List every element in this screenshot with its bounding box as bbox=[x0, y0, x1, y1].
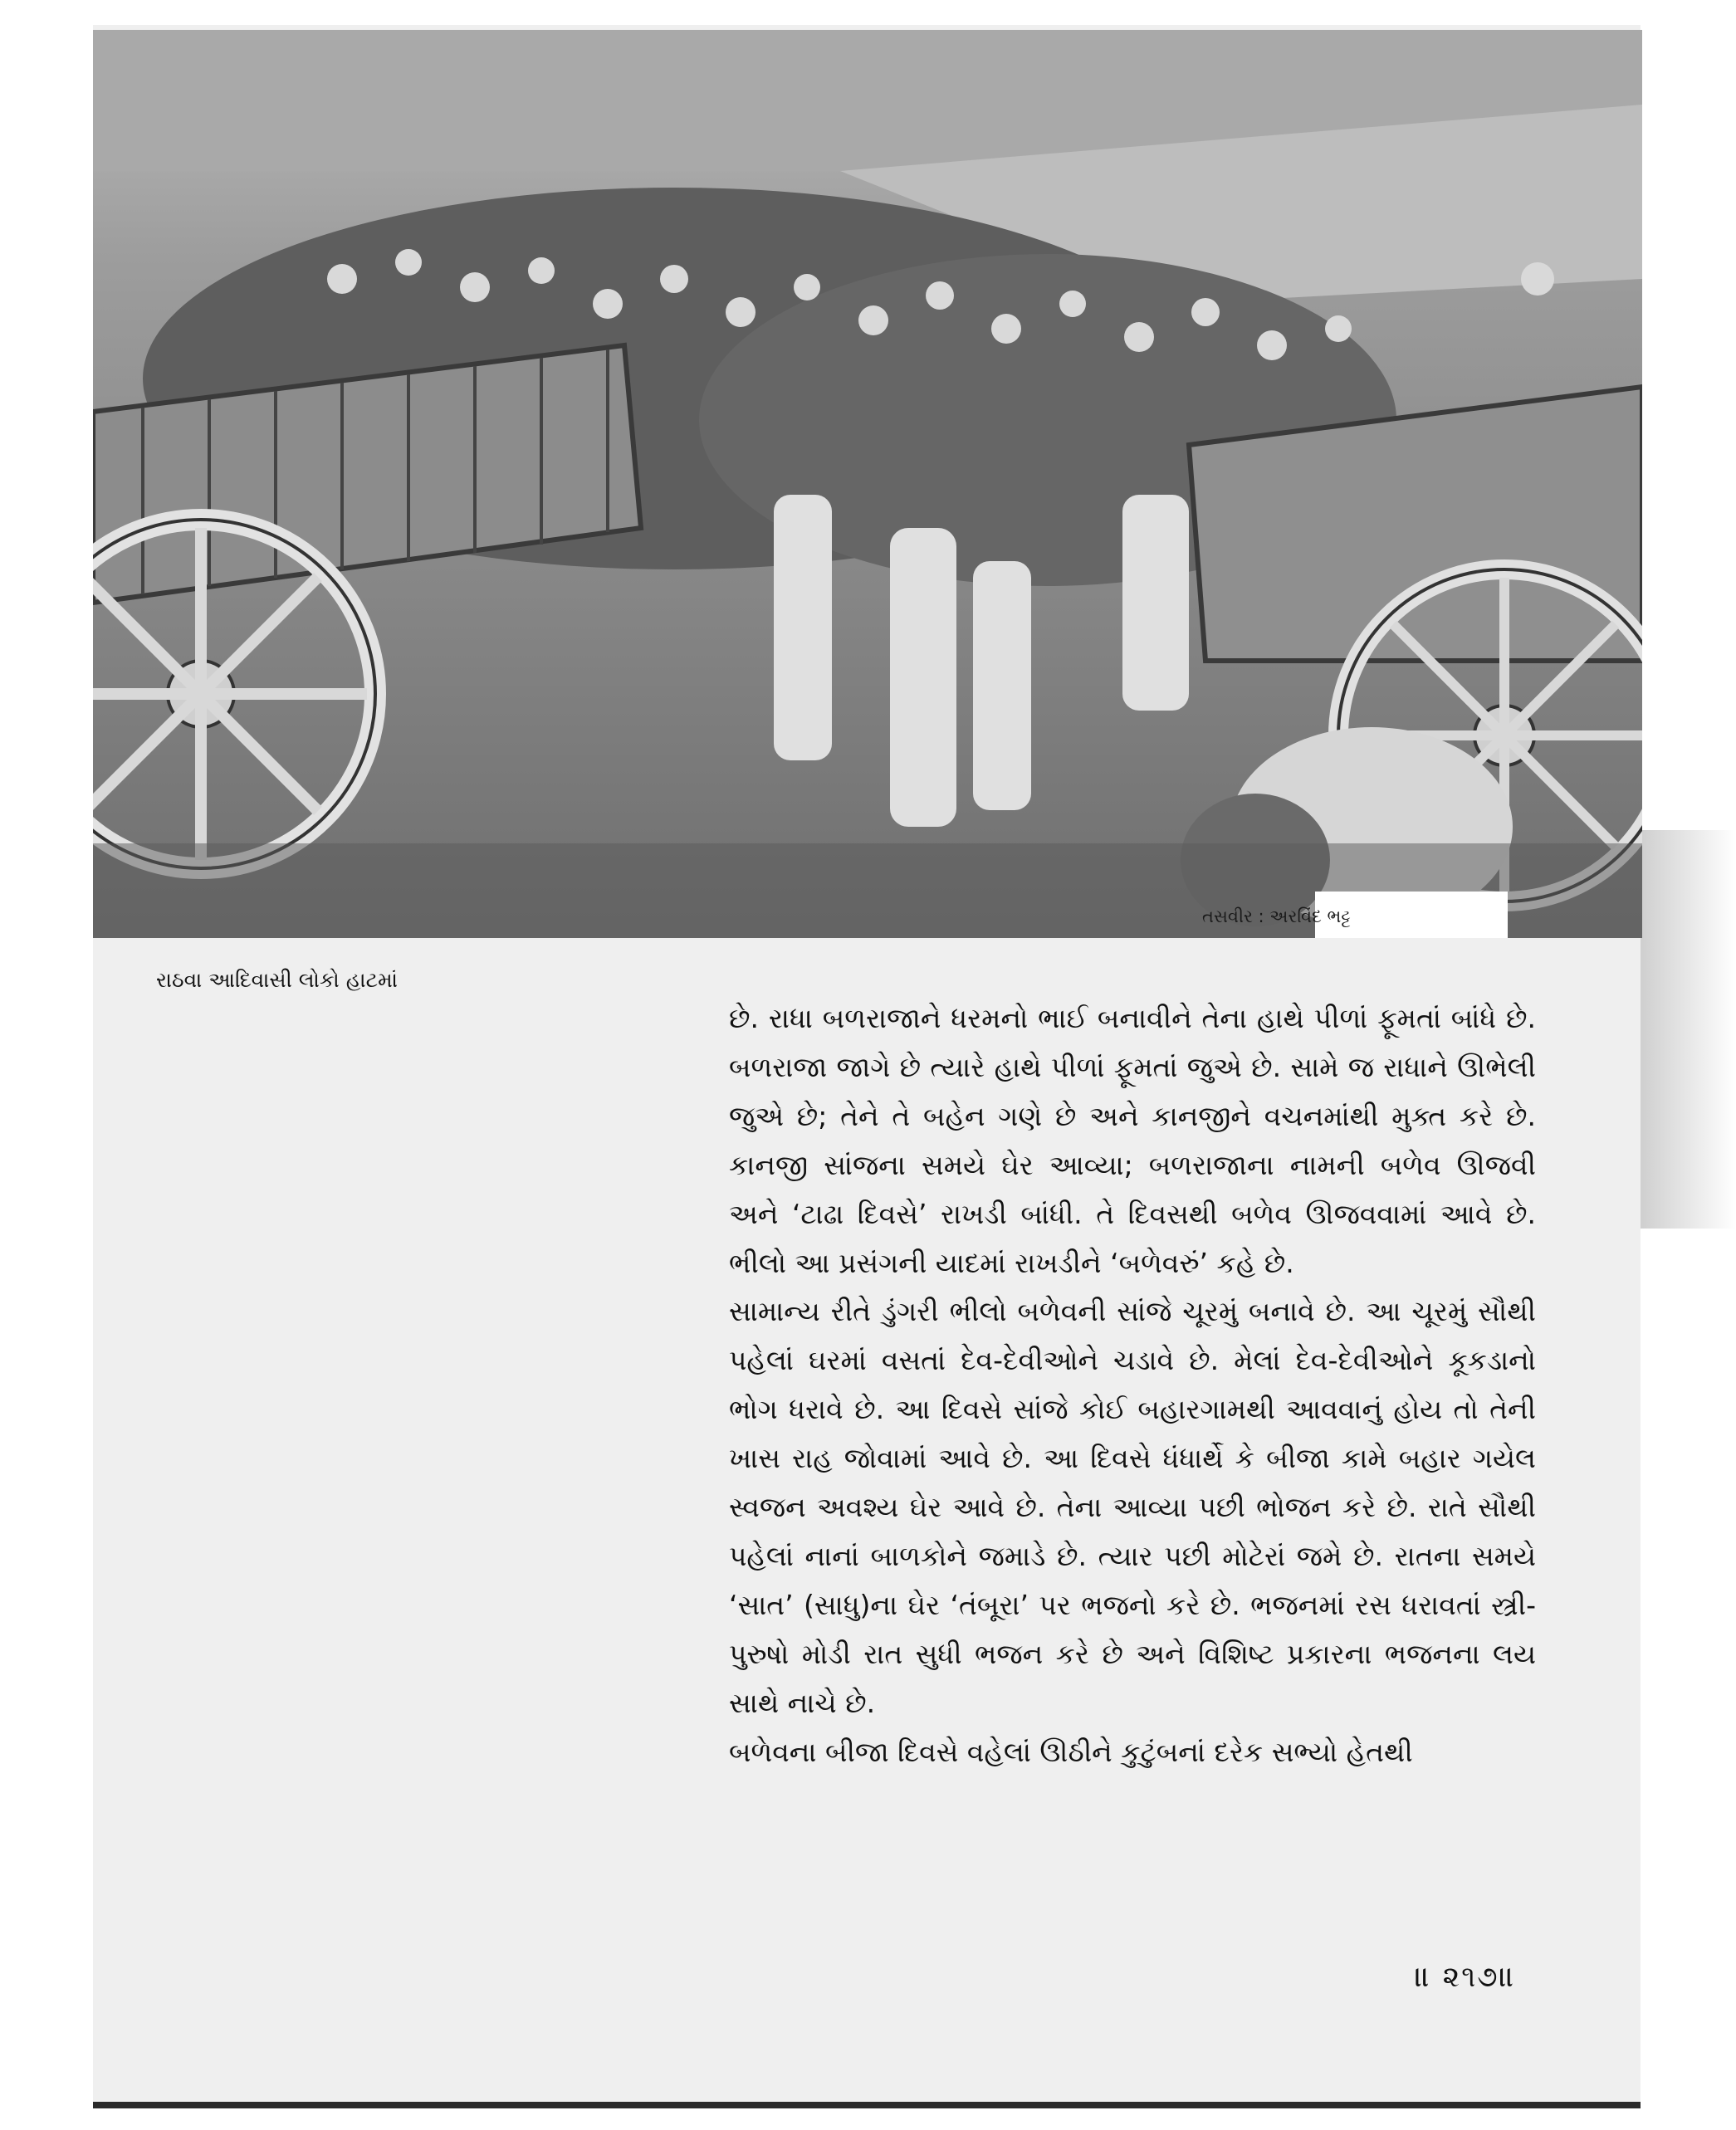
paragraph-3: બળેવના બીજા દિવસે વહેલાં ઊઠીને કુટુંબનાં દરેક સભ્યો હેતથી bbox=[729, 1735, 1413, 1768]
page-number: ॥ ૨૧૭॥ bbox=[1415, 1961, 1517, 1994]
bottom-rule bbox=[93, 2102, 1641, 2108]
photo-caption: રાઠવા આદિવાસી લોકો હાટમાં bbox=[156, 968, 398, 992]
paragraph-1: છે. રાધા બળરાજાને ધરમનો ભાઈ બનાવીને તેના હાથે પીળાં ફૂમતાં બાંધે છે. બળરાજા જાગે છે ત્યારે હાથે પીળાં ફૂમતાં જુએ છે. સામે જ રાધાને ઊભેલી જુએ છે; તેને તે બહેન ગણે છે અને કાનજીને વચનમાંથી મુક્ત કરે છે. કાનજી સાંજના સમયે ઘેર આવ્યા; બળરાજાના નામની બળેવ ઊજવી અને ‘ટાઢા દિવસે’ રાખડી બાંધી. તે દિવસથી બળેવ ઊજવવામાં આવે છે. ભીલો આ પ્રસંગની યાદમાં રાખડીને ‘બળેવરું’ કહે છે. bbox=[729, 1002, 1536, 1279]
page-edge-shadow bbox=[1641, 830, 1736, 1229]
photo-credit: તસવીર : અરવિંદ ભટ્ટ bbox=[1202, 906, 1351, 926]
market-photo bbox=[93, 30, 1642, 938]
photo-illustration bbox=[93, 30, 1642, 938]
paragraph-2: સામાન્ય રીતે ડુંગરી ભીલો બળેવની સાંજે ચૂરમું બનાવે છે. આ ચૂરમું સૌથી પહેલાં ઘરમાં વસતાં દેવ-દેવીઓને ચડાવે છે. મેલાં દેવ-દેવીઓને કૂકડાનો ભોગ ધરાવે છે. આ દિવસે સાંજે કોઈ બહારગામથી આવવાનું હોય તો તેની ખાસ રાહ જોવામાં આવે છે. આ દિવસે ધંધાર્થે કે બીજા કામે બહાર ગયેલ સ્વજન અવશ્ય ઘેર આવે છે. તેના આવ્યા પછી ભોજન કરે છે. રાતે સૌથી પહેલાં નાનાં બાળકોને જમાડે છે. ત્યાર પછી મોટેરાં જમે છે. રાતના સમયે ‘સાત’ (સાધુ)ના ઘેર ‘તંબૂરા’ પર ભજનો કરે છે. ભજનમાં રસ ધરાવતાં સ્ત્રી-પુરુષો મોડી રાત સુધી ભજન કરે છે અને વિશિષ્ટ પ્રકારના ભજનના લય સાથે નાચે છે. bbox=[729, 1295, 1536, 1719]
article-body bbox=[729, 994, 1536, 1777]
